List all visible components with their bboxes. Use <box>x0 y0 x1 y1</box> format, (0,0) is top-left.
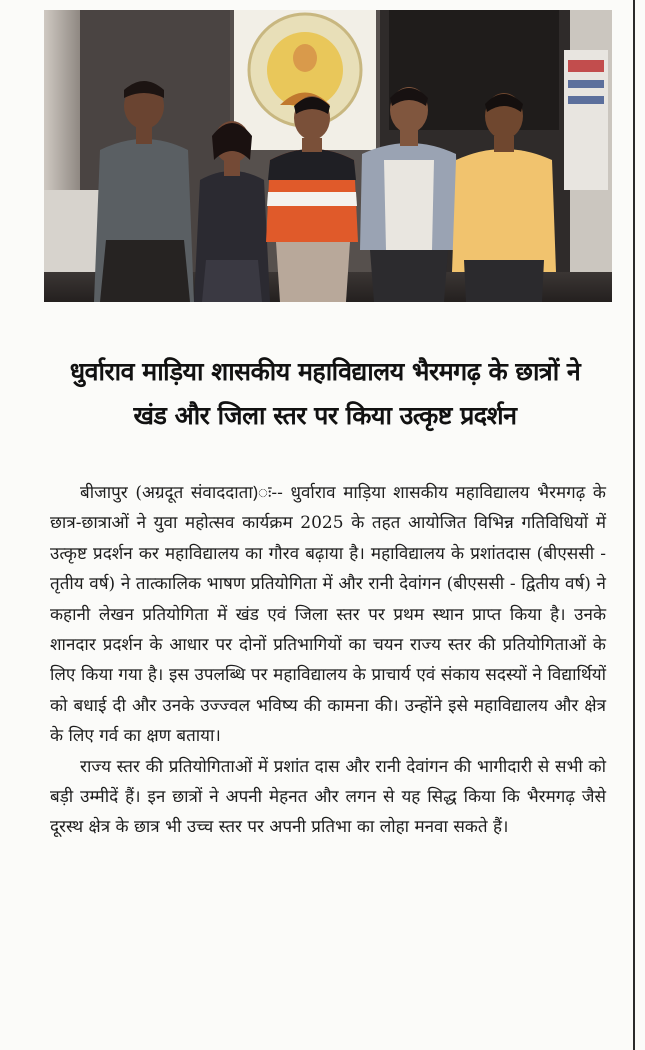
article-paragraph-1: बीजापुर (अग्रदूत संवाददाता)ः-- धुर्वाराव माड़िया शासकीय महाविद्यालय भैरमगढ़ के छात्र-छात्राओं ने युवा महोत्सव कार्यक्रम 2025 के तहत आयोजित विभिन्न गतिविधियों में उत्कृष्ट प्रदर्शन कर महाविद्यालय का गौरव बढ़ाया है। महाविद्यालय के प्रशांतदास (बीएससी - तृतीय वर्ष) ने तात्कालिक भाषण प्रतियोगिता में और रानी देवांगन (बीएससी - द्वितीय वर्ष) ने कहानी लेखन प्रतियोगिता में खंड एवं जिला स्तर पर प्रथम स्थान प्राप्त किया है। उनके शानदार प्रदर्शन के आधार पर दोनों प्रतिभागियों का चयन राज्य स्तर की प्रतियोगिताओं के लिए किया गया है। इस उपलब्धि पर महाविद्यालय के प्राचार्य एवं संकाय सदस्यों ने विद्यार्थियों को बधाई दी और उनके उज्ज्वल भविष्य की कामना की। उन्होंने इसे महाविद्यालय और क्षेत्र के लिए गर्व का क्षण बताया। <box>50 483 606 747</box>
article-body <box>50 478 606 843</box>
group-photo <box>44 10 612 302</box>
column-divider <box>633 0 635 1050</box>
group-photo-illustration <box>44 10 612 302</box>
headline-line-2: खंड और जिला स्तर पर किया उत्कृष्ट प्रदर्शन <box>133 401 517 430</box>
article-headline <box>36 350 614 438</box>
headline-line-1: धुर्वाराव माड़िया शासकीय महाविद्यालय भैरमगढ़ के छात्रों ने <box>69 357 581 386</box>
article-paragraph-2: राज्य स्तर की प्रतियोगिताओं में प्रशांत दास और रानी देवांगन की भागीदारी से सभी को बड़ी उम्मीदें हैं। इन छात्रों ने अपनी मेहनत और लगन से यह सिद्ध किया कि भैरमगढ़ जैसे दूरस्थ क्षेत्र के छात्र भी उच्च स्तर पर अपनी प्रतिभा का लोहा मनवा सकते हैं। <box>50 756 606 838</box>
